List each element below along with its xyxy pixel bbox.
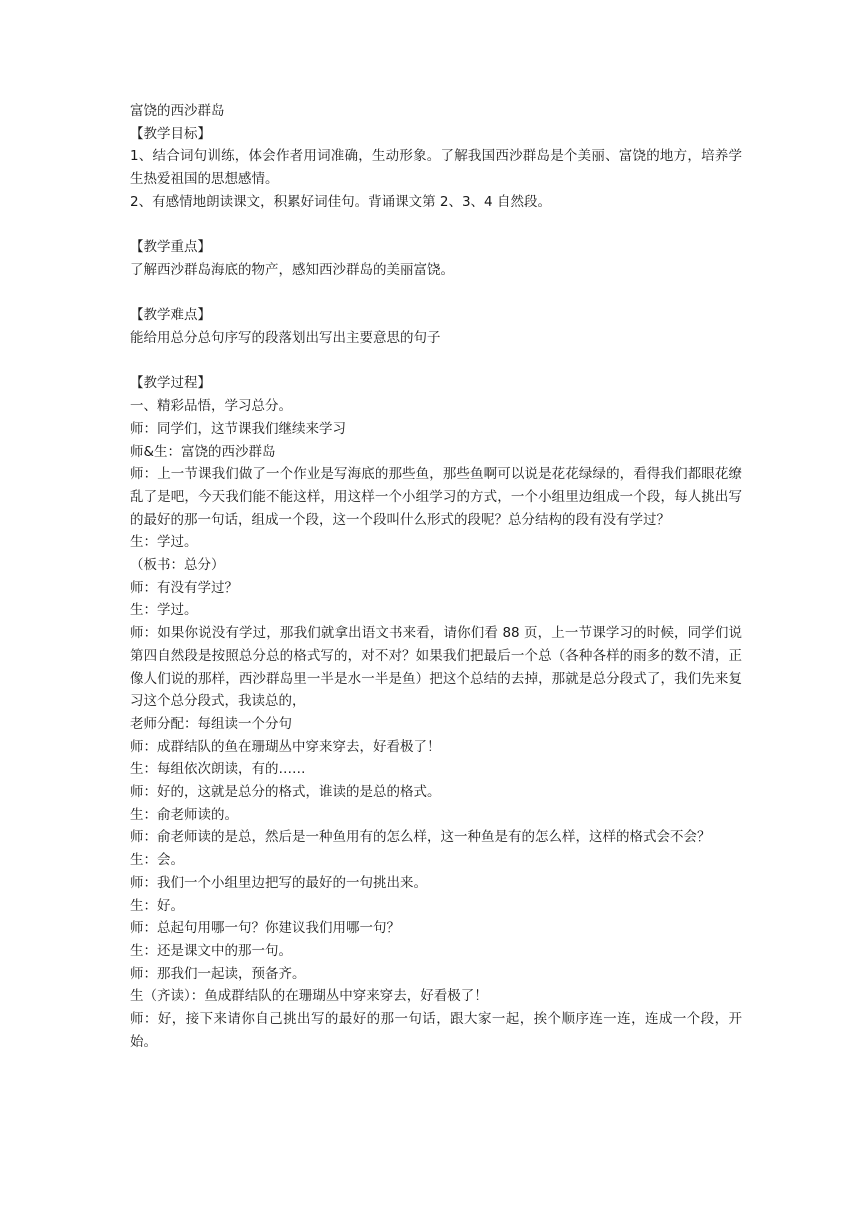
process-line: 生：好。	[130, 897, 184, 914]
process-line: 生：还是课文中的那一句。	[130, 942, 292, 959]
process-line: 生（齐读）：鱼成群结队的在珊瑚丛中穿来穿去，好看极了！	[130, 988, 488, 1005]
document-title: 富饶的西沙群岛	[130, 103, 225, 119]
spacer	[130, 350, 742, 373]
process-line: 一、精彩品悟，学习总分。	[130, 398, 292, 415]
process-line: 师：我们一个小组里边把写的最好的一句挑出来。	[130, 874, 427, 891]
process-line: 师：好的，这就是总分的格式，谁读的是总的格式。	[130, 784, 441, 801]
spacer	[130, 214, 742, 237]
key-heading: 【教学重点】	[130, 239, 211, 256]
process-line: 生：每组依次朗读，有的……	[130, 761, 306, 778]
process-line: 生：会。	[130, 852, 184, 869]
goal-item: 2、有感情地朗读课文，积累好词佳句。背诵课文第 2、3、4 自然段。	[130, 193, 551, 210]
process-line: 师：成群结队的鱼在珊瑚丛中穿来穿去，好看极了！	[130, 738, 441, 755]
process-line: 老师分配：每组读一个分句	[130, 715, 292, 732]
process-line: 师：那我们一起读，预备齐。	[130, 965, 306, 982]
goals-heading: 【教学目标】	[130, 125, 211, 142]
spacer	[130, 282, 742, 305]
process-heading: 【教学过程】	[130, 375, 211, 392]
key-text: 了解西沙群岛海底的物产，感知西沙群岛的美丽富饶。	[130, 261, 454, 278]
process-line: 师：如果你说没有学过，那我们就拿出语文书来看，请你们看 88 页，上一节课学习的时候，同学们说第四自然段是按照总分总的格式写的，对不对？如果我们把最后一个总（各种各样的雨多的数不清，正像人们说的那样，西沙群岛里一半是水一半是鱼）把这个总结的去掉，那就是总分段式了，我们先来复习这个总分段式，我读总的，	[130, 625, 742, 710]
process-line: （板书：总分）	[130, 557, 225, 574]
process-line: 师：总起句用哪一句？你建议我们用哪一句？	[130, 920, 400, 937]
difficulty-text: 能给用总分总句序写的段落划出写出主要意思的句子	[130, 330, 441, 346]
process-line: 师&生：富饶的西沙群岛	[130, 443, 276, 460]
process-line: 师：有没有学过？	[130, 579, 238, 596]
document-page	[130, 100, 742, 1053]
process-line: 生：学过。	[130, 602, 198, 619]
process-line: 师：上一节课我们做了一个作业是写海底的那些鱼，那些鱼啊可以说是花花绿绿的，看得我们都眼花缭乱了是吧，今天我们能不能这样，用这样一个小组学习的方式，一个小组里边组成一个段，每人挑出写的最好的那一句话，组成一个段，这一个段叫什么形式的段呢？总分结构的段有没有学过？	[130, 466, 742, 528]
difficulty-heading: 【教学难点】	[130, 307, 211, 324]
process-line: 生：俞老师读的。	[130, 806, 238, 823]
process-line: 师：同学们，这节课我们继续来学习	[130, 420, 346, 437]
goal-item: 1、结合词句训练，体会作者用词准确，生动形象。了解我国西沙群岛是个美丽、富饶的地方，培养学生热爱祖国的思想感情。	[130, 148, 742, 188]
process-line: 师：好，接下来请你自己挑出写的最好的那一句话，跟大家一起，挨个顺序连一连，连成一个段，开始。	[130, 1011, 742, 1050]
process-line: 生：学过。	[130, 534, 198, 551]
process-line: 师：俞老师读的是总，然后是一种鱼用有的怎么样，这一种鱼是有的怎么样，这样的格式会不会？	[130, 829, 711, 846]
